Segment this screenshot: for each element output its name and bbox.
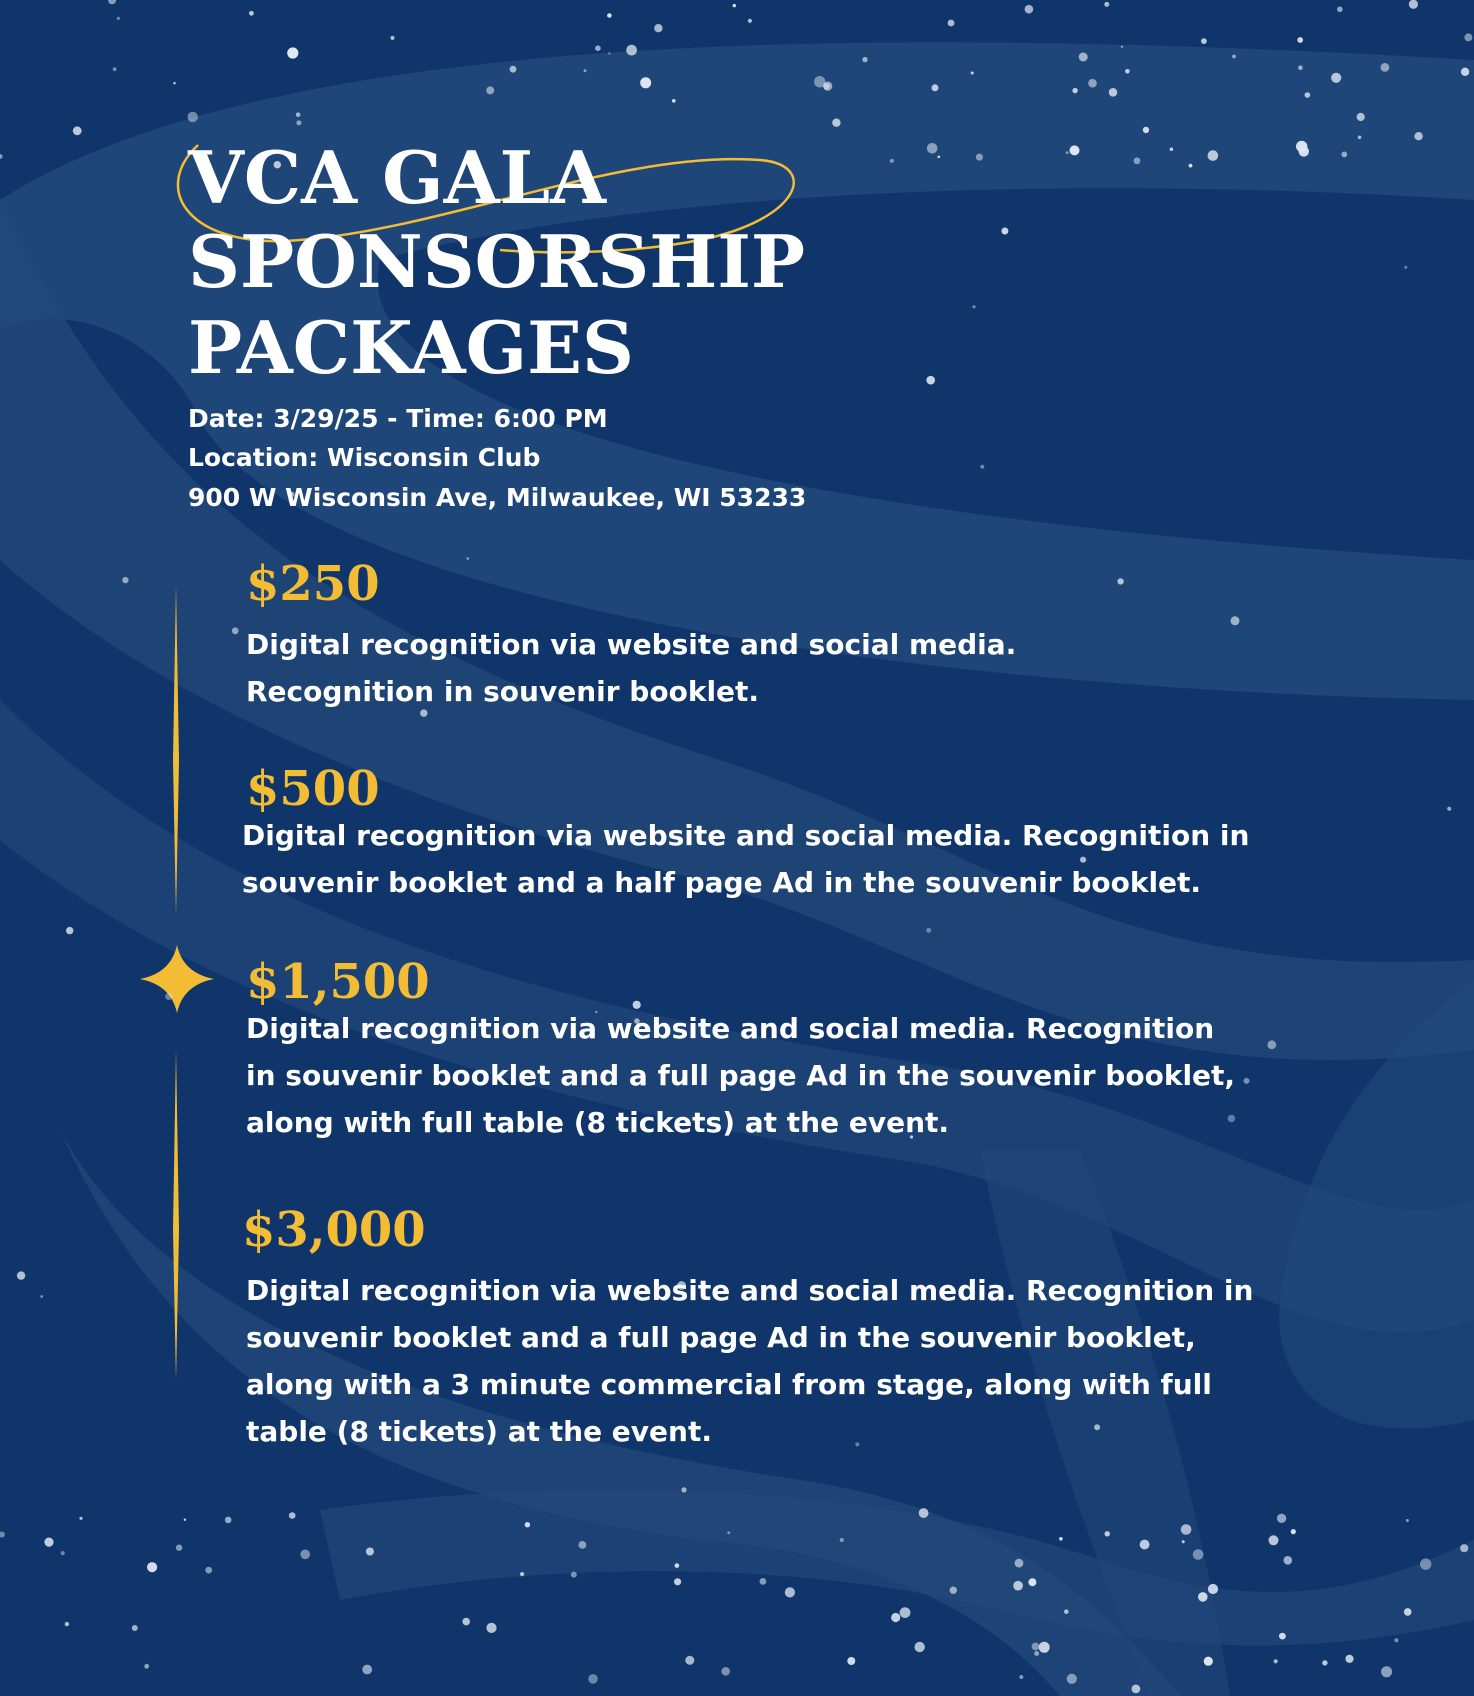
package-price: $500 xyxy=(246,761,380,817)
star-dot xyxy=(1409,0,1418,9)
star-dot xyxy=(1337,7,1343,13)
star-dot xyxy=(1181,1524,1192,1535)
star-dot xyxy=(486,1623,496,1633)
star-dot xyxy=(608,52,610,54)
star-dot xyxy=(17,1271,25,1279)
star-dot xyxy=(65,1622,69,1626)
star-dot xyxy=(891,1613,900,1622)
star-dot xyxy=(900,1607,911,1618)
star-dot xyxy=(672,99,676,103)
star-dot xyxy=(976,154,983,161)
star-dot xyxy=(1284,1556,1293,1565)
package-description-line: Digital recognition via website and social media. xyxy=(246,628,1017,661)
star-dot xyxy=(1228,1115,1236,1123)
star-dot xyxy=(584,69,587,72)
star-dot xyxy=(1025,5,1034,14)
star-dot xyxy=(1170,148,1173,151)
star-dot xyxy=(948,20,955,27)
star-dot xyxy=(927,143,938,154)
star-dot xyxy=(289,1512,296,1519)
star-dot xyxy=(681,1487,686,1492)
star-dot xyxy=(932,84,939,91)
star-dot xyxy=(232,627,239,634)
star-dot xyxy=(510,66,517,73)
star-dot xyxy=(1404,266,1407,269)
star-dot xyxy=(1244,1078,1250,1084)
package-description-line: Digital recognition via website and social media. Recognition xyxy=(246,1012,1215,1045)
star-dot xyxy=(1305,92,1311,98)
star-dot xyxy=(0,154,3,159)
star-dot xyxy=(113,67,117,71)
star-dot xyxy=(66,927,73,934)
star-dot xyxy=(1015,1559,1024,1568)
package-description-line: in souvenir booklet and a full page Ad in the souvenir booklet, xyxy=(246,1059,1236,1092)
star-dot xyxy=(525,1522,530,1527)
star-dot xyxy=(73,126,82,135)
star-dot xyxy=(971,72,974,75)
star-dot xyxy=(721,1667,730,1676)
star-dot xyxy=(1193,1549,1204,1560)
star-dot xyxy=(1134,157,1141,164)
star-dot xyxy=(633,1001,641,1009)
star-dot xyxy=(1298,65,1303,70)
star-dot xyxy=(862,57,867,62)
package-description-line: Digital recognition via website and social media. Recognition in xyxy=(246,1274,1254,1307)
star-dot xyxy=(1013,1581,1023,1591)
star-dot xyxy=(249,11,254,16)
star-dot xyxy=(1267,1040,1276,1049)
package-description-line: along with full table (8 tickets) at the event. xyxy=(246,1106,950,1139)
star-dot xyxy=(1204,1657,1213,1666)
star-dot xyxy=(462,1618,470,1626)
star-dot xyxy=(1394,1638,1398,1642)
title-line-3: PACKAGES xyxy=(188,305,634,390)
package-description-line: souvenir booklet and a half page Ad in the souvenir booklet. xyxy=(242,866,1202,899)
star-dot xyxy=(1080,857,1086,863)
package-description-line: Recognition in souvenir booklet. xyxy=(246,675,760,708)
star-dot xyxy=(79,1517,82,1520)
star-dot xyxy=(1201,38,1207,44)
star-dot xyxy=(1032,1643,1040,1651)
star-dot xyxy=(727,1531,730,1534)
star-dot xyxy=(1345,1655,1353,1663)
package-description-line: souvenir booklet and a full page Ad in the souvenir booklet, xyxy=(246,1321,1196,1354)
star-dot xyxy=(1064,1609,1069,1614)
star-dot xyxy=(486,86,494,94)
star-dot xyxy=(832,119,840,127)
star-dot xyxy=(467,557,470,560)
star-dot xyxy=(1109,88,1118,97)
star-dot xyxy=(1208,1584,1218,1594)
star-dot xyxy=(176,1545,182,1551)
star-dot xyxy=(61,1551,65,1555)
star-dot xyxy=(607,13,612,18)
star-dot xyxy=(366,1548,374,1556)
star-dot xyxy=(847,1657,855,1665)
star-dot xyxy=(972,305,975,308)
star-dot xyxy=(1357,113,1365,121)
star-dot xyxy=(1072,88,1077,93)
star-dot xyxy=(980,465,984,469)
star-dot xyxy=(915,1642,925,1652)
star-dot xyxy=(1088,79,1097,88)
swirl-band-bottom xyxy=(320,1490,1474,1646)
star-dot xyxy=(938,156,941,159)
star-dot xyxy=(184,1519,186,1521)
star-dot xyxy=(1322,1660,1327,1665)
star-dot xyxy=(733,4,736,7)
title-line-2: SPONSORSHIP xyxy=(188,219,806,304)
star-dot xyxy=(814,76,825,87)
star-dot xyxy=(1447,807,1451,811)
star-dot xyxy=(1121,46,1123,48)
star-dot xyxy=(1420,1558,1431,1569)
star-dot xyxy=(44,1538,53,1547)
star-dot xyxy=(1189,164,1193,168)
package-price: $1,500 xyxy=(246,954,430,1010)
star-dot xyxy=(300,1550,310,1560)
package-price: $3,000 xyxy=(242,1202,426,1258)
star-dot xyxy=(122,577,128,583)
star-dot xyxy=(1070,145,1080,155)
package-description-line: Digital recognition via website and social media. Recognition in xyxy=(242,819,1250,852)
star-dot xyxy=(144,1664,149,1669)
star-dot xyxy=(674,1578,681,1585)
star-dot xyxy=(1358,136,1362,140)
star-dot xyxy=(1381,63,1390,72)
star-dot xyxy=(1331,73,1341,83)
star-dot xyxy=(1039,1642,1050,1653)
timeline-line-lower xyxy=(173,1050,179,1380)
star-dot xyxy=(147,1562,157,1572)
star-dot xyxy=(420,709,427,716)
star-dot xyxy=(1269,1535,1279,1545)
star-dot xyxy=(1231,616,1240,625)
star-dot xyxy=(1001,228,1008,235)
star-dot xyxy=(173,82,175,84)
star-dot xyxy=(520,1572,524,1576)
star-dot xyxy=(188,112,198,122)
star-dot xyxy=(1182,1540,1185,1543)
event-location: Location: Wisconsin Club xyxy=(188,443,541,472)
star-dot xyxy=(390,36,394,40)
star-dot xyxy=(950,1587,957,1594)
star-dot xyxy=(205,1567,212,1574)
star-dot xyxy=(1404,1608,1412,1616)
star-dot xyxy=(579,1541,587,1549)
star-dot xyxy=(225,1517,232,1524)
star-dot xyxy=(640,77,651,88)
package-price: $250 xyxy=(246,556,380,612)
star-dot xyxy=(287,47,298,58)
star-dot xyxy=(840,1538,844,1542)
star-dot xyxy=(1066,151,1069,154)
star-dot xyxy=(0,1532,5,1538)
star-dot xyxy=(1034,1651,1039,1656)
star-dot xyxy=(296,112,301,117)
star-dot xyxy=(40,1295,43,1298)
star-dot xyxy=(1291,1529,1296,1534)
star-dot xyxy=(1461,68,1469,76)
star-dot xyxy=(675,1563,680,1568)
star-dot xyxy=(1019,1675,1023,1679)
star-dot xyxy=(919,1508,929,1518)
package-description-line: along with a 3 minute commercial from stage, along with full xyxy=(246,1368,1212,1401)
star-dot xyxy=(685,1656,694,1665)
star-dot xyxy=(626,45,637,56)
star-dot xyxy=(1132,1685,1141,1694)
star-dot xyxy=(117,17,120,20)
star-dot xyxy=(1028,1578,1036,1586)
star-dot xyxy=(890,159,894,163)
star-dot xyxy=(760,1578,767,1585)
star-dot xyxy=(1208,150,1219,161)
star-dot xyxy=(1406,1519,1409,1522)
star-dot xyxy=(1059,1537,1063,1541)
star-dot xyxy=(1198,1592,1208,1602)
star-dot xyxy=(785,1587,795,1597)
event-date-time: Date: 3/29/25 - Time: 6:00 PM xyxy=(188,404,608,433)
star-dot xyxy=(362,1665,372,1675)
star-dot xyxy=(1125,69,1130,74)
star-dot xyxy=(855,1442,859,1446)
star-dot xyxy=(1279,1633,1286,1640)
star-dot xyxy=(132,1625,138,1631)
star-dot xyxy=(1464,33,1472,41)
star-dot xyxy=(1277,1514,1286,1523)
star-dot xyxy=(595,45,601,51)
star-dot xyxy=(1105,1531,1110,1536)
star-dot xyxy=(1104,2,1109,7)
title-line-1: VCA GALA xyxy=(188,135,606,220)
star-dot xyxy=(296,120,301,125)
star-dot xyxy=(1140,1540,1150,1550)
star-dot xyxy=(1381,1666,1392,1677)
star-dot xyxy=(1232,55,1236,59)
event-address: 900 W Wisconsin Ave, Milwaukee, WI 53233 xyxy=(188,483,807,512)
star-dot xyxy=(1297,37,1303,43)
star-dot xyxy=(108,0,116,4)
star-dot xyxy=(1067,1674,1077,1684)
star-dot xyxy=(1117,578,1123,584)
package-description-line: table (8 tickets) at the event. xyxy=(246,1415,712,1448)
star-dot xyxy=(748,19,752,23)
star-dot xyxy=(1341,152,1347,158)
star-dot xyxy=(571,1572,577,1578)
star-dot xyxy=(1143,127,1149,133)
star-dot xyxy=(1094,1424,1100,1430)
star-dot xyxy=(1414,132,1422,140)
star-dot xyxy=(926,376,935,385)
star-dot xyxy=(654,24,662,32)
star-dot xyxy=(1274,1659,1278,1663)
star-dot xyxy=(926,928,931,933)
star-dot xyxy=(588,1674,598,1684)
star-dot xyxy=(1079,53,1088,62)
star-dot xyxy=(1460,1544,1468,1552)
star-dot xyxy=(1296,141,1307,152)
star-dot xyxy=(165,993,172,1000)
